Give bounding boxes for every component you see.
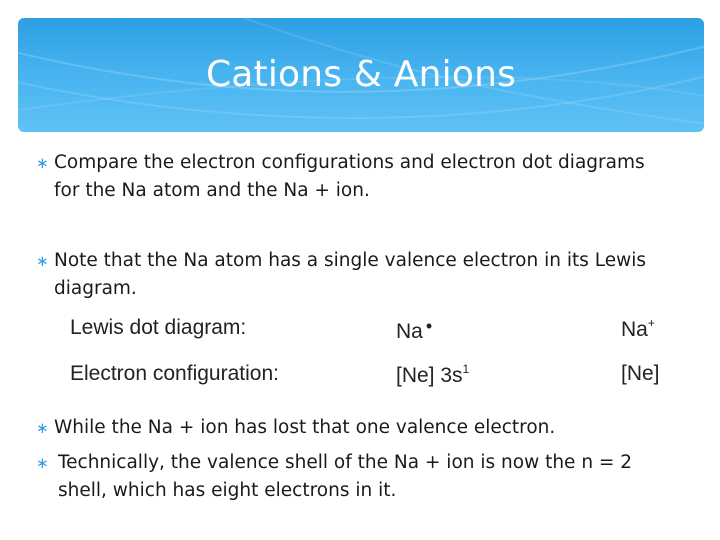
slide-title: Cations & Anions [205,54,517,95]
row-label-lewis: Lewis dot diagram: [70,316,247,339]
bullet-asterisk-icon: ∗ [36,154,49,172]
bullet-text-line: Technically, the valence shell of the Na + ion is now the n = 2 [58,452,633,473]
bullet-text-line: Compare the electron configurations and electron dot diagrams [54,152,645,173]
na-atom-config-text: [Ne] 3s [396,364,463,387]
bullet-text-line: for the Na atom and the Na + ion. [54,180,370,201]
valence-dot-icon: • [425,316,433,336]
bullet-item [36,247,706,303]
title-banner [18,18,704,132]
bullet-asterisk-icon: ∗ [36,419,49,437]
row-label-config: Electron configuration: [70,362,279,385]
bullet-asterisk-icon: ∗ [36,454,49,472]
bullet-text-line: While the Na + ion has lost that one valence electron. [54,417,556,438]
na-ion-symbol: Na [621,318,648,341]
bullet-text-line: Note that the Na atom has a single valence electron in its Lewis [54,250,647,271]
na-atom-config [396,362,469,388]
na-atom-symbol: Na [396,320,423,343]
na-atom-lewis [396,316,432,344]
ion-charge: + [647,316,655,330]
comparison-table [50,308,690,398]
na-ion-lewis [621,316,655,342]
bullet-item [36,449,706,505]
bullet-text-line: shell, which has eight electrons in it. [58,480,397,501]
na-ion-config: [Ne] [621,362,660,385]
bullet-item [36,149,706,205]
bullet-item [36,414,706,442]
bullet-text-line: diagram. [54,278,137,299]
bullet-asterisk-icon: ∗ [36,252,49,270]
config-superscript: 1 [462,362,470,376]
